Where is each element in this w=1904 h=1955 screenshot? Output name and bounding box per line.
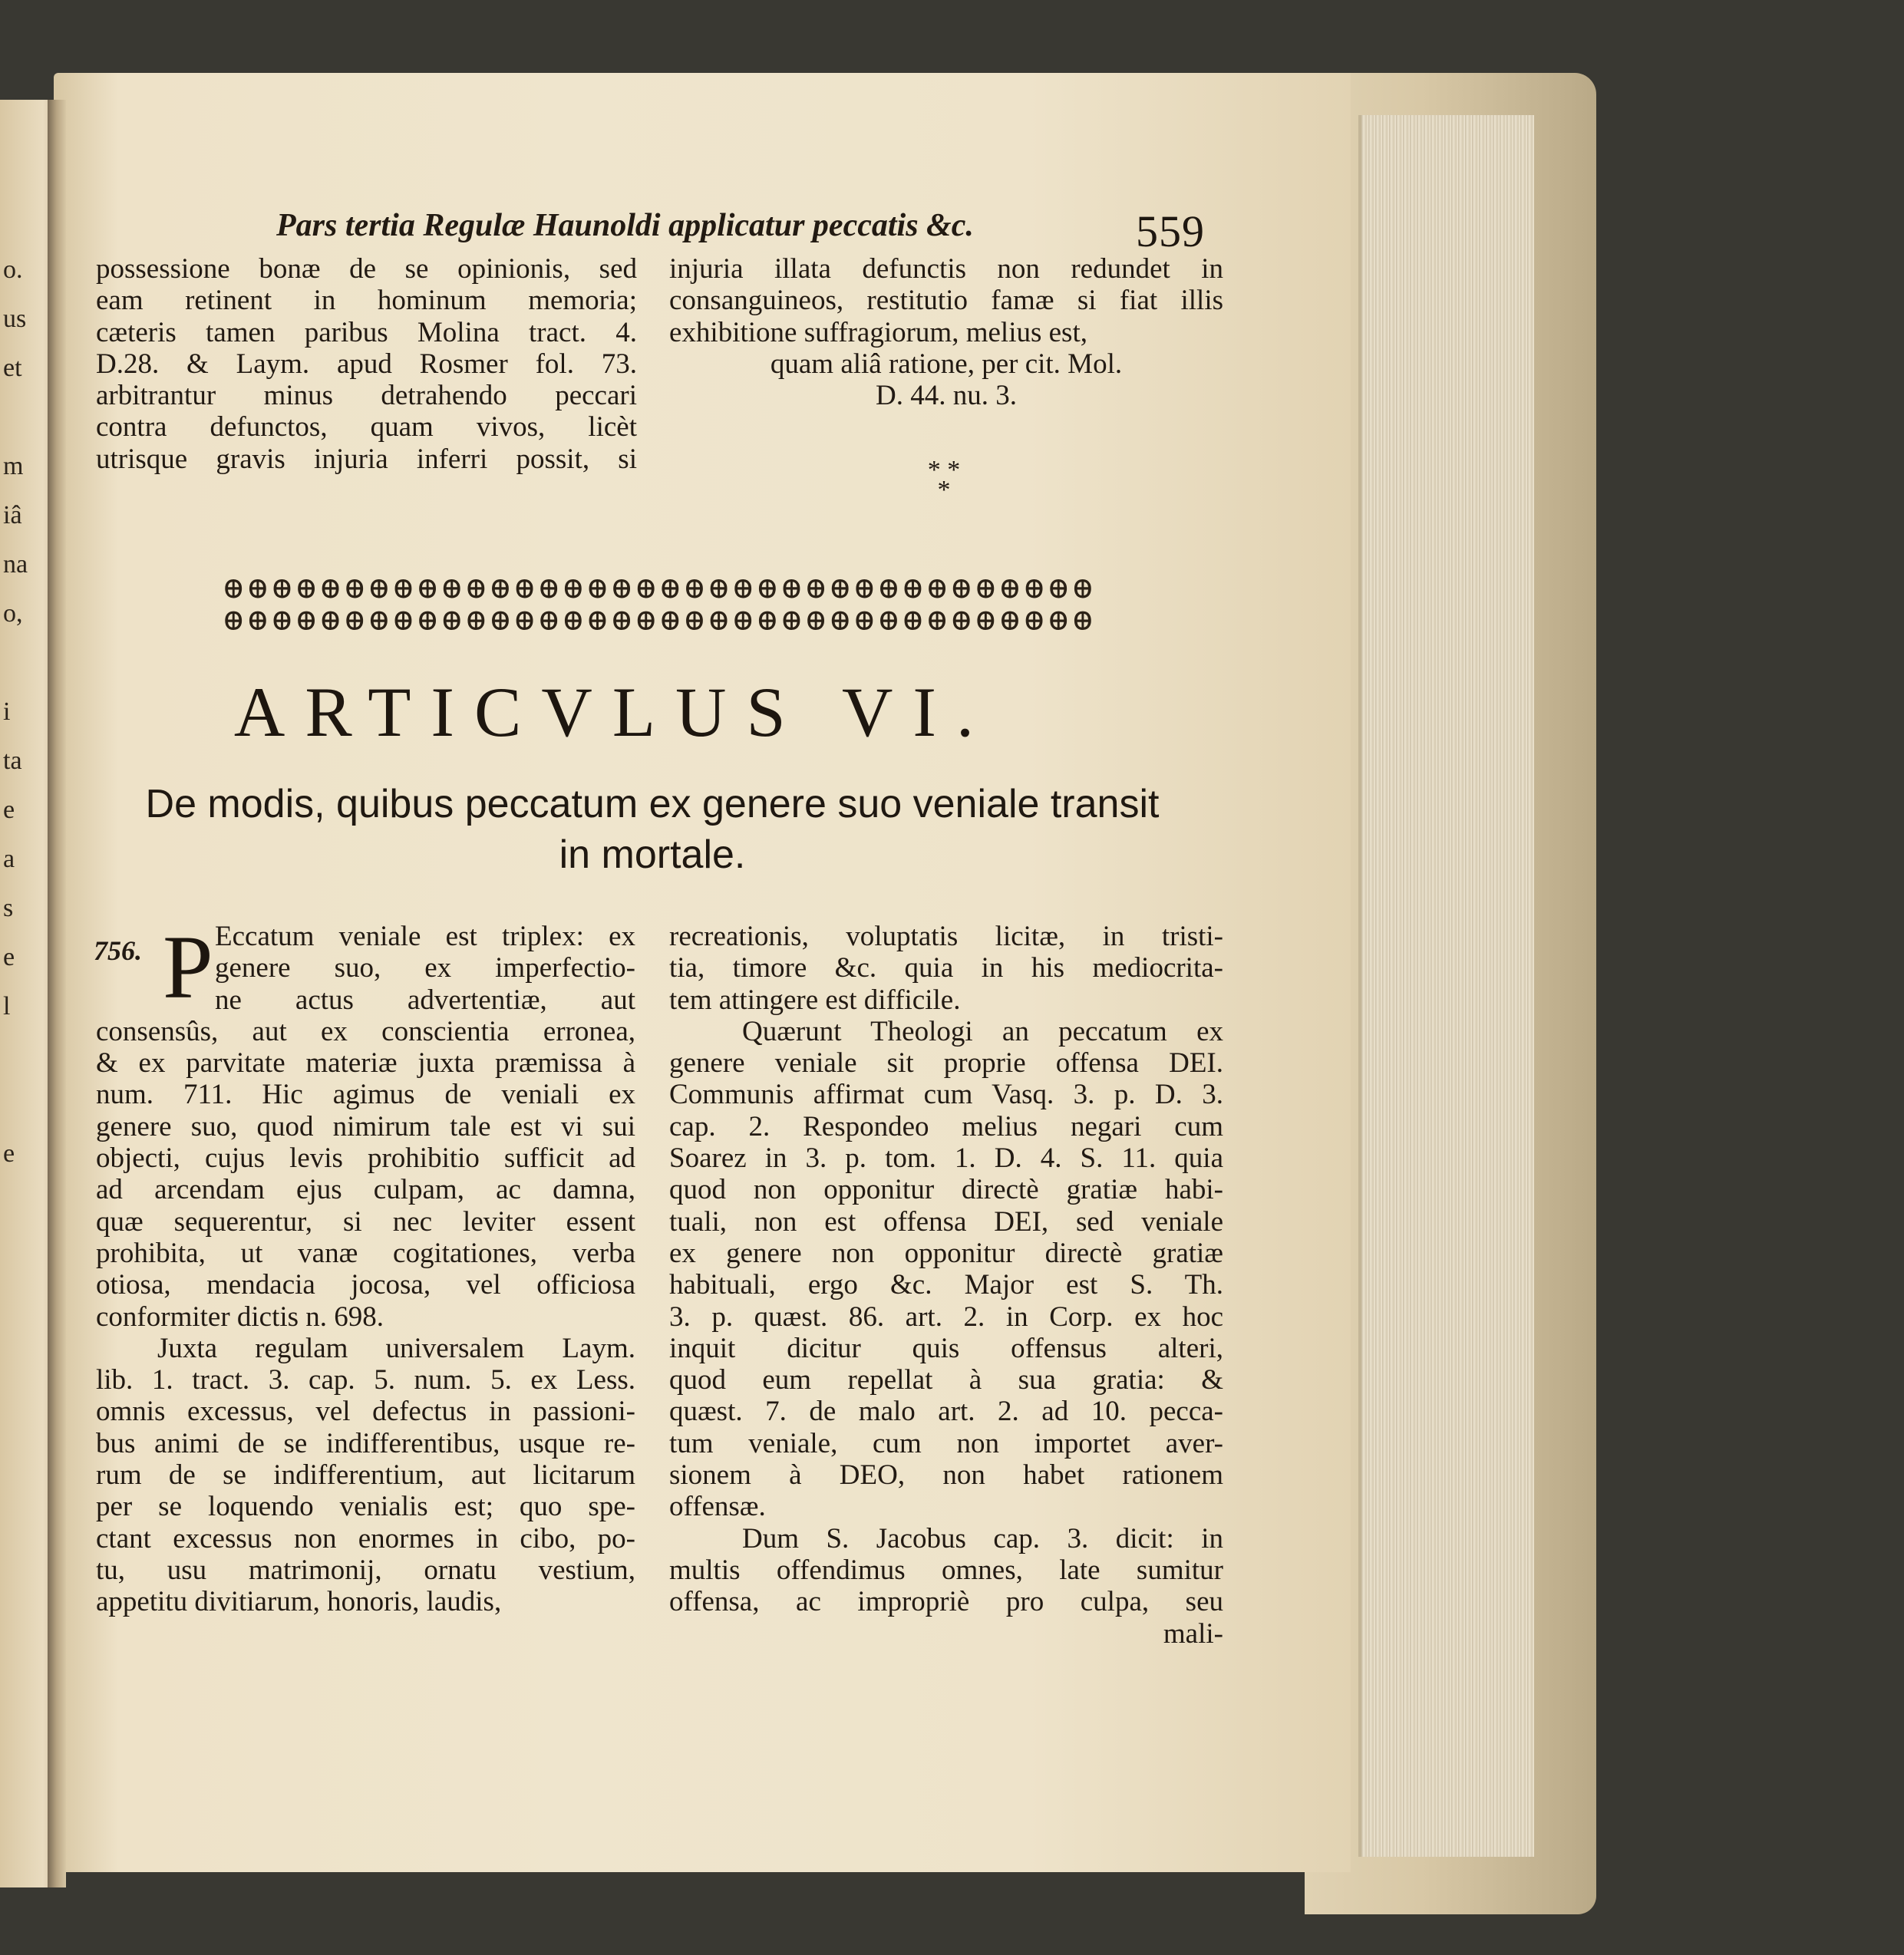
- ornamental-border: [100, 569, 1220, 640]
- text-line: cap. 2. Respondeo melius negari cum: [669, 1110, 1223, 1142]
- text-line: otiosa, mendacia jocosa, vel officiosa: [96, 1269, 635, 1301]
- text-line: cæteris tamen paribus Molina tract. 4.: [96, 316, 637, 348]
- left-page-margin-text: [3, 246, 28, 1168]
- text-line: Soarez in 3. p. tom. 1. D. 4. S. 11. quia: [669, 1142, 1223, 1175]
- text-line: tem attingere est difficile.: [669, 984, 961, 1016]
- ornament-row-top: ꚛꚛꚛꚛꚛꚛꚛꚛꚛꚛꚛꚛꚛꚛꚛꚛꚛꚛꚛꚛꚛꚛꚛꚛꚛꚛꚛꚛꚛꚛꚛꚛꚛꚛꚛꚛ: [223, 568, 1097, 605]
- margin-fragment: iâ: [3, 501, 22, 529]
- text-line: Eccatum veniale est triplex: ex: [215, 921, 635, 952]
- text-line: & ex parvitate materiæ juxta præmissa à: [96, 1047, 635, 1080]
- text-line: D. 44. nu. 3.: [876, 380, 1017, 412]
- margin-fragment: m: [3, 452, 24, 480]
- text-line: lib. 1. tract. 3. cap. 5. num. 5. ex Less.: [96, 1364, 635, 1396]
- text-line: quam aliâ ratione, per cit. Mol.: [770, 348, 1123, 380]
- text-line: tuali, non est offensa DEI, sed veniale: [669, 1205, 1223, 1238]
- text-line: genere suo, ex imperfectio-: [215, 952, 635, 984]
- text-line: tia, timore &c. quia in his mediocrita-: [669, 952, 1223, 984]
- text-line: offensa, ac impropriè pro culpa, seu: [669, 1586, 1223, 1618]
- text-line: injuria illata defunctis non redundet in: [669, 253, 1223, 285]
- text-line: rum de se indifferentium, aut licitarum: [96, 1459, 635, 1492]
- text-line: utrisque gravis injuria inferri possit, si: [96, 443, 637, 475]
- text-line: D.28. & Laym. apud Rosmer fol. 73.: [96, 348, 637, 380]
- text-line: offensæ.: [669, 1491, 766, 1523]
- text-line: mali-: [1163, 1617, 1223, 1650]
- running-header: Pars tertia Regulæ Haunoldi applicatur peccatis &c.: [276, 208, 974, 243]
- top-left-column: [96, 253, 637, 475]
- paragraph-number: 756.: [94, 935, 142, 966]
- text-line: Communis affirmat cum Vasq. 3. p. D. 3.: [669, 1079, 1223, 1111]
- margin-fragment: s: [3, 894, 14, 922]
- text-line: quod eum repellat à sua gratia: &: [669, 1364, 1223, 1396]
- text-line: num. 711. Hic agimus de veniali ex: [96, 1079, 635, 1111]
- text-line: recreationis, voluptatis licitæ, in tristi-: [669, 921, 1223, 952]
- text-line: appetitu divitiarum, honoris, laudis,: [96, 1586, 502, 1618]
- drop-cap: P: [163, 917, 213, 1017]
- margin-fragment: e: [3, 943, 15, 971]
- margin-fragment: a: [3, 845, 15, 873]
- text-line: genere suo, quod nimirum tale est vi sui: [96, 1110, 635, 1142]
- book-gutter: [48, 100, 66, 1887]
- text-line: conformiter dictis n. 698.: [96, 1301, 384, 1333]
- margin-fragment: et: [3, 354, 22, 382]
- text-line: tu, usu matrimonij, ornatu vestium,: [96, 1554, 635, 1586]
- article-subtitle: [115, 779, 1190, 880]
- margin-fragment: [3, 1031, 18, 1080]
- text-line: per se loquendo venialis est; quo spe-: [96, 1491, 635, 1523]
- top-right-column: [669, 253, 1223, 411]
- margin-fragment: [3, 393, 18, 442]
- page-number: 559: [1136, 206, 1205, 256]
- text-line: possessione bonæ de se opinionis, sed: [96, 253, 637, 285]
- text-line: 3. p. quæst. 86. art. 2. in Corp. ex hoc: [669, 1301, 1223, 1333]
- margin-fragment: i: [3, 697, 11, 726]
- margin-fragment: e: [3, 1139, 15, 1168]
- body-left-column: [96, 917, 635, 1618]
- text-line: prohibita, ut vanæ cogitationes, verba: [96, 1237, 635, 1269]
- text-line: habituali, ergo &c. Major est S. Th.: [669, 1269, 1223, 1301]
- margin-fragment: l: [3, 992, 11, 1020]
- text-line: ctant excessus non enormes in cibo, po-: [96, 1522, 635, 1554]
- margin-fragment: e: [3, 796, 15, 824]
- article-subtitle-line-1: De modis, quibus peccatum ex genere suo veniale transit: [145, 782, 1160, 826]
- margin-fragment: [3, 638, 18, 687]
- margin-fragment: na: [3, 550, 28, 579]
- text-line: ne actus advertentiæ, aut: [215, 984, 635, 1016]
- text-line: contra defunctos, quam vivos, licèt: [96, 411, 637, 443]
- article-title: ARTICVLUS VI.: [233, 673, 995, 751]
- text-line: consanguineos, restitutio famæ si fiat illis: [669, 285, 1223, 317]
- margin-fragment: o.: [3, 256, 23, 284]
- text-line: arbitrantur minus detrahendo peccari: [96, 380, 637, 412]
- article-subtitle-line-2: in mortale.: [559, 832, 746, 877]
- text-line: ex genere non opponitur directè gratiæ: [669, 1237, 1223, 1269]
- margin-fragment: ta: [3, 747, 22, 775]
- body-right-column: [669, 921, 1223, 1650]
- text-line: tum veniale, cum non importet aver-: [669, 1427, 1223, 1459]
- text-line: multis offendimus omnes, late sumitur: [669, 1554, 1223, 1586]
- text-line: Quærunt Theologi an peccatum ex: [742, 1015, 1223, 1047]
- text-line: Dum S. Jacobus cap. 3. dicit: in: [742, 1522, 1223, 1554]
- text-line: consensûs, aut ex conscientia erronea,: [96, 1015, 635, 1047]
- asterism: * * *: [927, 456, 961, 504]
- text-line: inquit dicitur quis offensus alteri,: [669, 1332, 1223, 1364]
- text-line: quæ sequerentur, si nec leviter essent: [96, 1205, 635, 1238]
- margin-fragment: us: [3, 305, 27, 333]
- ornament-row-bottom: ꚛꚛꚛꚛꚛꚛꚛꚛꚛꚛꚛꚛꚛꚛꚛꚛꚛꚛꚛꚛꚛꚛꚛꚛꚛꚛꚛꚛꚛꚛꚛꚛꚛꚛꚛꚛ: [223, 604, 1097, 641]
- margin-fragment: [3, 1080, 18, 1129]
- text-line: Juxta regulam universalem Laym.: [157, 1332, 635, 1364]
- text-line: quod non opponitur directè gratiæ habi-: [669, 1174, 1223, 1206]
- text-line: bus animi de se indifferentibus, usque re-: [96, 1427, 635, 1459]
- page-block-edges: [1358, 115, 1534, 1857]
- text-line: objecti, cujus levis prohibitio sufficit ad: [96, 1142, 635, 1175]
- margin-fragment: o,: [3, 599, 23, 628]
- text-line: sionem à DEO, non habet rationem: [669, 1459, 1223, 1492]
- text-line: exhibitione suffragiorum, melius est,: [669, 316, 1087, 348]
- text-line: omnis excessus, vel defectus in passioni-: [96, 1396, 635, 1428]
- text-line: quæst. 7. de malo art. 2. ad 10. pecca-: [669, 1396, 1223, 1428]
- text-line: ad arcendam ejus culpam, ac damna,: [96, 1174, 635, 1206]
- text-line: eam retinent in hominum memoria;: [96, 285, 637, 317]
- text-line: genere veniale sit proprie offensa DEI.: [669, 1047, 1223, 1080]
